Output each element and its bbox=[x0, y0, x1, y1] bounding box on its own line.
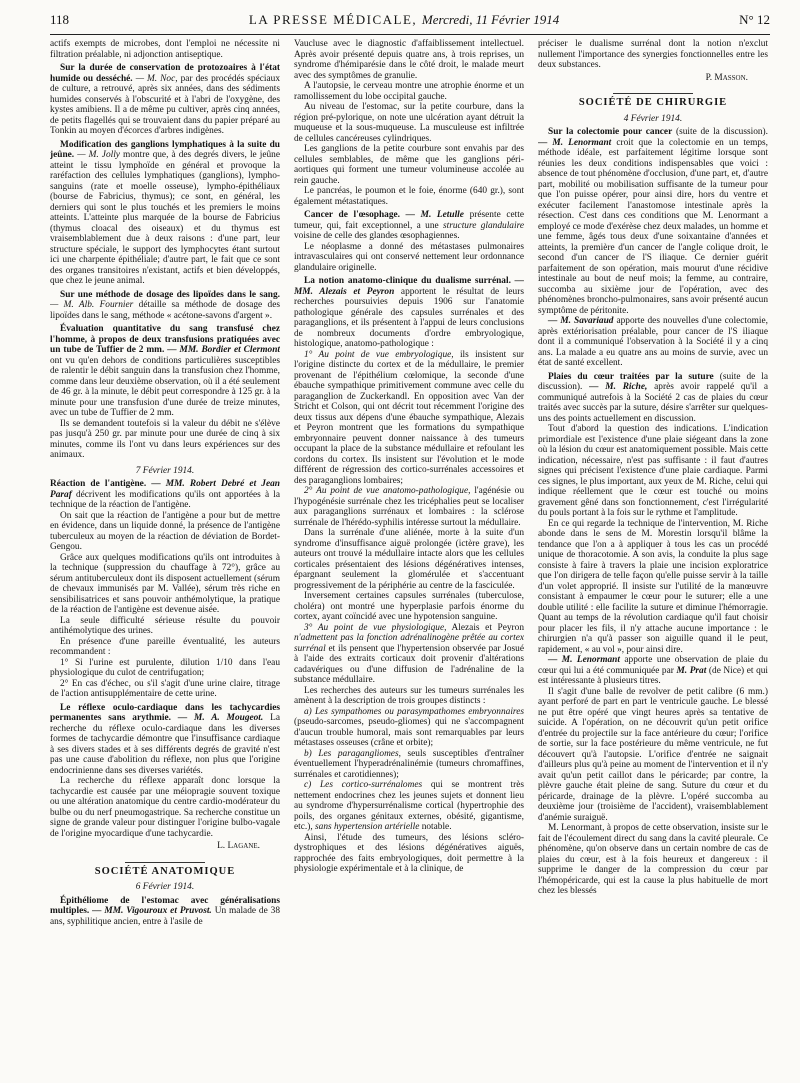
paragraph-text: notable. bbox=[421, 822, 452, 832]
paragraph-text: seuls susceptibles d'entraîner éventuellement l'hyperadrénalinémie (tumeurs chromaffines, surrénales et carotidiennes); bbox=[294, 748, 524, 780]
paragraph bbox=[294, 486, 524, 528]
journal-title bbox=[249, 12, 559, 28]
article-title: La notion anatomo-clinique du dualisme surrénal. bbox=[304, 276, 511, 286]
paragraph-text: Alezais et Peyron bbox=[451, 622, 524, 633]
article-text: Un malade de 38 ans, syphilitique ancien, entre à l'asile de bbox=[50, 906, 280, 927]
article-author: — M. Letulle bbox=[405, 210, 464, 220]
paragraph: M. Lenormant, à propos de cette observation, insiste sur le fait de l'écoulement direct du sang dans la cavité pleurale. Ce phénomène, qu'on observe dans un certain nombre de cas de plaies du cœur, est à la fois heureux et dangereux : il supprime le danger de la compression du cœur par l'hémopéricarde, qui est la cause la plus habituelle de mort chez les blessés bbox=[538, 823, 768, 896]
paragraph: Tout d'abord la question des indications. L'indication primordiale est l'existence d'une plaie siégeant dans la zone où la lésion du cœur est anatomiquement possible. Mais cette indication, nécessaire, n'est pas suffisante : il faut d'autres signes qui précisent l'existence d'une plaie cardiaque. Parmi ces signes, le plus important, aux yeux de M. Riche, celui qui indique réellement que le cœur est touché ou moins gravement gêné dans son fonctionnement, c'est l'irrégularité du pouls portant à la fois sur le rythme et l'amplitude. bbox=[538, 424, 768, 518]
paragraph: La seule difficulté sérieuse résulte du pouvoir antihémolytique des urines. bbox=[50, 615, 280, 636]
paragraph-text: ils insistent sur l'origine distincte du cortex et de la médullaire, le premier provenant de l'épithélium cœlomique, la seconde d'une ébauche sympathique primitivement commune avec celle du paraganglion de Zuckerkandl. En opposition avec Van der Stricht et Colson, qui ont décrit tout récemment l'origine des deux tissus aux dépens d'une ébauche sympathique, Alezais et Peyron montrent que les formations du sympathique embryonnaire peuvent donner naissance à des tumeurs occupant la place de la substance médullaire et refoulant les cordons du cortex. Ils insistent sur l'évolution et le mode différent de régression des cortico-surrénales accessoires et des paraganglions lombaires; bbox=[294, 349, 524, 486]
issue-number: N° 12 bbox=[739, 12, 770, 27]
article-text: croit que la colectomie en un temps, méthode idéale, est parfaitement légitime lorsque sont réunies les deux conditions indispensables que voici : absence de tout phénomène d'occlusion, d'une part, et, d'autre part, mobilité ou mobilisation suffisante de la tumeur pour que l'on puisse opérer, pour ainsi dire, hors du ventre et exécuter facilement l'anastomose intestinale après la résection. C'est dans ces conditions que M. Lenormant a employé ce mode d'exérèse chez deux malades, un homme et une femme, âgés tous deux d'une soixantaine d'années et atteints, la première d'un cancer de l'angle colique droit, le second d'un cancer de l'S iliaque. Ce dernier guérit parfaitement de son opération, mais mourut d'une récidive intestinale au bout de neuf mois; la femme, au contraire, succomba au sixième jour de l'opération, avec des phénomènes broncho-pulmonaires, sans avoir présenté aucun symptôme de péritonite. bbox=[538, 137, 768, 316]
article-title: Sur la colectomie pour cancer bbox=[548, 127, 673, 137]
section-rule bbox=[613, 93, 693, 94]
paragraph: 1° Si l'urine est purulente, dilution 1/10 dans l'eau physiologique du culot de centrifugation; bbox=[50, 657, 280, 678]
article-author: — MM. Vigouroux et Pruvost. bbox=[92, 906, 212, 916]
page-header bbox=[50, 12, 770, 34]
paragraph bbox=[538, 316, 768, 369]
point-label: c) Les cortico-surrénalomes bbox=[304, 780, 423, 790]
paragraph-emphasis: sans hypertension artérielle bbox=[315, 822, 420, 832]
paragraph: On sait que la réaction de l'antigène a pour but de mettre en évidence, dans un liquide donné, la présence de l'antigène tuberculeux au moyen de la réaction de déviation de Bordet-Gengou. bbox=[50, 510, 280, 552]
section-title: SOCIÉTÉ ANATOMIQUE bbox=[94, 865, 236, 877]
article bbox=[50, 896, 280, 928]
article-title: Évaluation quantitative du sang transfusé chez l'homme, à propos de deux transfusions pratiquées avec un tube de Tuffier de 2 mm. bbox=[50, 324, 280, 355]
article-title: Le réflexe oculo-cardiaque dans les tachycardies permanentes sans arythmie. bbox=[50, 702, 280, 723]
paragraph-text: qui se montrent très nettement endocrines chez les jeunes sujets et donnent lieu au syndrome d'hypersurrénalisme cortical (hypertrophie des poils, des organes génitaux externes, obésité, gigantisme, etc.), bbox=[294, 780, 524, 832]
article-title: Épithéliome de l'estomac avec généralisations multiples. bbox=[50, 895, 280, 916]
paragraph: Le pancréas, le poumon et le foie, énorme (640 gr.), sont également métastatiques. bbox=[294, 186, 524, 207]
article-title-tail: (suite de la discussion). bbox=[538, 371, 768, 392]
article-text: voisine de celle des glandes œsophagiennes. bbox=[294, 231, 460, 241]
article-author: — M. Jolly bbox=[77, 150, 120, 160]
point-label: 3° Au point de vue physiologique, bbox=[304, 622, 447, 633]
article-text: après avoir rappelé qu'il a communiqué autrefois à la Société 2 cas de plaies du cœur traités avec succès par la suture, désire s'arrêter sur quelques-uns des points actuellement en discussion. bbox=[538, 382, 768, 424]
article bbox=[50, 703, 280, 777]
paragraph: Grâce aux quelques modifications qu'ils ont introduites à la technique (suppression du chauffage à 72°), grâce au sérum antituberculeux dont ils disposent actuellement (sérum de chevaux immunisés par M. Vallée), sérum très riche en sensibilisatrices et sans pouvoir anthémolytique, la pratique de la réaction de l'antigène est devenue aisée. bbox=[50, 552, 280, 615]
article-emphasis: structure glandulaire bbox=[443, 220, 524, 231]
article-author: — M. Alb. Fournier bbox=[50, 300, 134, 310]
article-text: détaille sa méthode de dosage des lipoïdes dans le sang, méthode « acétone-savons d'argent ». bbox=[50, 300, 280, 321]
article-author: — M. Savariaud bbox=[548, 316, 614, 326]
article-author: — M. Riche, bbox=[589, 382, 648, 392]
article-author: — M. A. Mougeot. bbox=[177, 713, 264, 723]
paragraph-text: et ils pensent que l'hypertension observée par Josué à l'aide des extraits corticaux doit provenir d'altérations cadavériques ou d'une diffusion de l'adrénaline de la substance médullaire. bbox=[294, 643, 524, 685]
section-rule bbox=[125, 862, 205, 863]
paragraph: 2° En cas d'échec, ou s'il s'agit d'une urine claire, titrage de l'action antisupplémentaire de cette urine. bbox=[50, 678, 280, 699]
paragraph: En présence d'une pareille éventualité, les auteurs recommandent : bbox=[50, 636, 280, 657]
article-title: Sur la durée de conservation de protozoaires à l'état humide ou desséché. bbox=[50, 63, 280, 84]
article-author: — M. Lenormant bbox=[548, 655, 620, 665]
header-rule bbox=[50, 34, 770, 35]
article-text: décrivent les modifications qu'ils ont apportées à la technique de la réaction de l'antigène. bbox=[50, 489, 280, 510]
paragraph-text: l'agénésie ou l'hypogénésie surrénale chez les tricéphalies peut se localiser aux paraganglions surrénaux et lombaires : la sclérose surrénale de l'hérédo-syphilis intéresse surtout la médullaire. bbox=[294, 486, 524, 528]
article-title: Réaction de l'antigène. bbox=[50, 479, 147, 489]
paragraph: Le néoplasme a donné des métastases pulmonaires intravasculaires qui ont conservé nettement leur ordonnance glandulaire originelle. bbox=[294, 241, 524, 273]
section-header bbox=[50, 862, 280, 878]
column-2 bbox=[294, 39, 524, 1083]
paragraph: En ce qui regarde la technique de l'intervention, M. Riche abonde dans le sens de M. Morestin lorsqu'il blâme la tendance que l'on a à appliquer à tous les cas un procédé unique de thoracotomie. A son avis, la conduite la plus sage consiste à faire à travers la plaie une incision exploratrice que l'on dirigera de telle façon qu'elle puisse servir à la taille d'un volet approprié. Il insiste sur l'utilité de la manœuvre consistant à empaumer le cœur pour le suturer; elle a une double utilité : elle facilite la suture et diminue l'hémorragie. Quant au temps de la révolution cardiaque qu'il faut choisir pour placer les fils, il n'y attache aucune importance : le chirurgien n'a qu'à passer son aiguille quand il le peut, rapidement, « au vol », pour ainsi dire. bbox=[538, 518, 768, 655]
article-author: — MM. Robert Debré et Jean Paraf bbox=[50, 479, 280, 500]
article-title: Modification des ganglions lymphatiques à la suite du jeûne. bbox=[50, 139, 280, 160]
paragraph bbox=[294, 350, 524, 487]
paragraph bbox=[538, 655, 768, 687]
paragraph: Ainsi, l'étude des tumeurs, des lésions scléro-dystrophiques et des lésions dégénératives aiguës, rapprochée des faits embryologiques, doit permettre à la physiologie expérimentale et à la clinique, de bbox=[294, 832, 524, 874]
session-date: 7 Février 1914. bbox=[135, 465, 195, 476]
columns bbox=[50, 39, 770, 1083]
paragraph: Les ganglions de la petite courbure sont envahis par des cellules semblables, de même que les ganglions péri-aortiques qui forment une tumeur volumineuse accolée au rein gauche. bbox=[294, 144, 524, 186]
article-text: apportent le résultat de leurs recherches poursuivies depuis 1906 sur l'anatomie pathologique générale des capsules surrénales et des paraganglions, et ils présentent à l'appui de leurs conclusions de nombreux documents d'ordre embryologique, histologique, anatomo-pathologique : bbox=[294, 286, 524, 349]
paragraph: Au niveau de l'estomac, sur la petite courbure, dans la région pré-pylorique, on note une ulcération ayant détruit la muqueuse et la sous-muqueuse. La musculeuse est infiltrée de cellules cancéreuses cylindriques. bbox=[294, 102, 524, 144]
article-title: Sur une méthode de dosage des lipoïdes dans le sang. bbox=[60, 289, 280, 300]
article bbox=[50, 290, 280, 322]
paragraph: La recherche du réflexe apparaît donc lorsque la tachycardie est causée par une méiopragie souvent toxique ou une altération anatomique du centre cardio-modérateur du bulbe ou du nerf pneumogastrique. Sa recherche constitue un signe de grande valeur pour distinguer l'origine bulbo-vagale de l'origine myocardique d'une tachycardie. bbox=[50, 776, 280, 839]
article bbox=[294, 276, 524, 350]
article-title: Plaies du cœur traitées par la suture bbox=[548, 371, 714, 382]
paragraph-emphasis: n'admettent pas la fonction adrénalinogène prêtée au cortex surrénal bbox=[294, 633, 524, 654]
article-author: M. Prat bbox=[676, 665, 707, 676]
column-3 bbox=[538, 39, 768, 1083]
article-text: présente cette tumeur, qui, fait exceptionnel, a une bbox=[294, 210, 524, 231]
paragraph-text: (pseudo-sarcomes, pseudo-gliomes) qui ne s'accompagnent d'aucun trouble humoral, mais sont remarquables par leurs métastases osseuses (crâne et orbite); bbox=[294, 717, 524, 748]
point-label: 2° Au point de vue anatomo-pathologique, bbox=[304, 486, 471, 496]
article-author: — M. Lenormant bbox=[538, 137, 612, 148]
article-text: ont vu qu'en dehors de conditions particulières susceptibles de ralentir le débit sanguin dans la transfusion chez l'homme, comme dans leur deuxième observation, où il a été seulement de 46 gr. à la minute, le débit peut correspondre à 125 gr. à la minute pour une transfusion d'une durée de treize minutes, avec un tube de Tuffier de 2 mm. bbox=[50, 355, 280, 418]
paragraph: Ils se demandent toutefois si la valeur du débit ne s'élève pas jusqu'à 250 gr. par minute pour une durée de cinq à six minutes, comme ils l'ont vu dans leurs expériences sur des animaux. bbox=[50, 418, 280, 460]
paragraph: Il s'agit d'une balle de revolver de petit calibre (6 mm.) ayant perforé de part en part le ventricule gauche. Le blessé ne put être opéré que vingt heures après sa tentative de suicide. A l'opération, on ne découvrit qu'un petit orifice d'entrée du projectile sur la face antérieure du cœur; l'orifice de sortie, sur la face postérieure du même ventricule, ne fut découvert qu'à l'autopsie. L'orifice d'entrée ne saignait d'ailleurs plus qu'à peine au moment de l'intervention et il n'y avait qu'un petit caillot dans le péricarde; par contre, la plèvre gauche était pleine de sang. Suture du cœur et du péricarde, drainage de la plèvre. L'opéré succomba au deuxième jour (troisième de l'accident), vraisemblablement d'anémie suraiguë. bbox=[538, 686, 768, 823]
paragraph-text: apporte une observation de plaie du cœur qui lui a été communiquée par bbox=[538, 655, 768, 676]
article-title: Cancer de l'œsophage. bbox=[304, 210, 400, 220]
paragraph bbox=[294, 707, 524, 749]
section-title: SOCIÉTÉ DE CHIRURGIE bbox=[578, 97, 728, 108]
article bbox=[50, 140, 280, 287]
paragraph-text: apporte des nouvelles d'une colectomie, après extériorisation préalable, pour cancer de l'S iliaque dont il a communiqué l'observation à la Société il y a cinq ans. La malade a eu quatre ans au moins de survie, avec un état de santé excellent. bbox=[538, 316, 768, 368]
article-title-tail: (suite de la discussion). bbox=[675, 127, 768, 137]
section-header bbox=[538, 93, 768, 109]
article bbox=[50, 479, 280, 511]
session-date: 6 Février 1914. bbox=[135, 882, 195, 892]
point-label: 1° Au point de vue embryologique, bbox=[304, 349, 454, 360]
paragraph: A l'autopsie, le cerveau montre une atrophie énorme et un ramollissement du lobe occipital gauche. bbox=[294, 81, 524, 102]
paragraph bbox=[294, 780, 524, 833]
signature: P. Masson. bbox=[705, 72, 748, 83]
paragraph: Les recherches des auteurs sur les tumeurs surrénales les amènent à la description de trois groupes distincts : bbox=[294, 685, 524, 706]
article bbox=[294, 210, 524, 242]
session-date: 4 Février 1914. bbox=[623, 113, 683, 124]
article-author: — MM. Alezais et Peyron bbox=[294, 276, 524, 297]
journal-name: LA PRESSE MÉDICALE, bbox=[248, 12, 418, 27]
article bbox=[50, 63, 280, 137]
paragraph: Inversement certaines capsules surrénales (tuberculose, choléra) ont montré une hyperplasie parfois énorme du cortex, ayant coïncidé avec une hypotension sanguine. bbox=[294, 591, 524, 622]
article bbox=[50, 324, 280, 419]
article-author: — MM. Bordier et Clermont bbox=[167, 345, 280, 355]
paragraph: Vaucluse avec le diagnostic d'affaiblissement intellectuel. Après avoir présenté depuis quatre ans, à trois reprises, un syndrome d'hémiparésie dans le côté droit, le malade meurt avec des symptômes de granulie. bbox=[294, 39, 524, 81]
article-text: par des procédés spéciaux de culture, a retrouvé, après six années, dans des sédiments humides conservés à l'obscurité et à l'abri de l'oxygène, des kystes amibiens. Il a de même pu cultiver, après cinq années, de petits flagellés qui se trouvaient dans du papier préparé au Tonkin au moyen d'écorces d'arbres indigènes. bbox=[50, 73, 280, 136]
paragraph bbox=[294, 623, 524, 686]
issue-date: Mercredi, 11 Février 1914 bbox=[421, 12, 560, 27]
article bbox=[538, 127, 768, 316]
article-author: — M. Noc, bbox=[135, 73, 178, 84]
paragraph: préciser le dualisme surrénal dont la notion n'exclut nullement l'importance des synergies fonctionnelles entre les deux substances. bbox=[538, 39, 768, 70]
column-1 bbox=[50, 39, 280, 1083]
point-label: a) Les sympathomes ou parasympathomes embryonnaires bbox=[304, 706, 524, 717]
paragraph bbox=[294, 749, 524, 781]
point-label: b) Les paragangliomes, bbox=[304, 748, 401, 759]
paragraph: Dans la surrénale d'une aliénée, morte à la suite d'un syndrome d'insuffisance aiguë prolongée (ictère grave), les auteurs ont trouvé la médullaire intacte alors que les cellules corticales présentaient des lésions dégénératives intenses, épargnant seulement la glomérulée et s'accentuant progressivement de la périphérie au centre de la fasciculée. bbox=[294, 528, 524, 591]
paragraph-text: (de Nice) et qui est intéressante à plusieurs titres. bbox=[538, 665, 768, 686]
paragraph: actifs exempts de microbes, dont l'emploi ne nécessite ni filtration préalable, ni adjonction antiseptique. bbox=[50, 39, 280, 60]
article bbox=[538, 372, 768, 425]
article-text: montre que, à des degrés divers, le jeûne atteint le tissu lymphoïde en général et provoque la raréfaction des cellules lymphatiques (ganglions), lympho-sanguins (rate et moelle osseuse), lympho-épithéliaux (bourse de Fabricius, thymus); ce sont, en général, les derniers qui sont le plus touchés et les premiers le moins atteints. L'atteinte plus marquée de la bourse de Fabricius (thymus cloacal des oiseaux) et du thymus est vraisemblablement due à deux raisons : d'une part, leur structure spéciale, le support des lymphocytes étant surtout ici une charpente épithéliale; d'autre part, le fait que ce sont des organes transitoires n'existant, actifs et bien développés, que chez le jeune animal. bbox=[50, 150, 280, 286]
signature: L. Lagane. bbox=[217, 841, 260, 851]
page-number: 118 bbox=[50, 12, 70, 27]
article-text: La recherche du réflexe oculo-cardiaque dans les diverses formes de tachycardie démontre que l'insuffisance cardiaque à ses divers stades et à ses différents degrés de gravité n'est pas une cause d'abolition du réflexe, non plus que l'origine endocrinienne dans ses diverses variétés. bbox=[50, 713, 280, 776]
